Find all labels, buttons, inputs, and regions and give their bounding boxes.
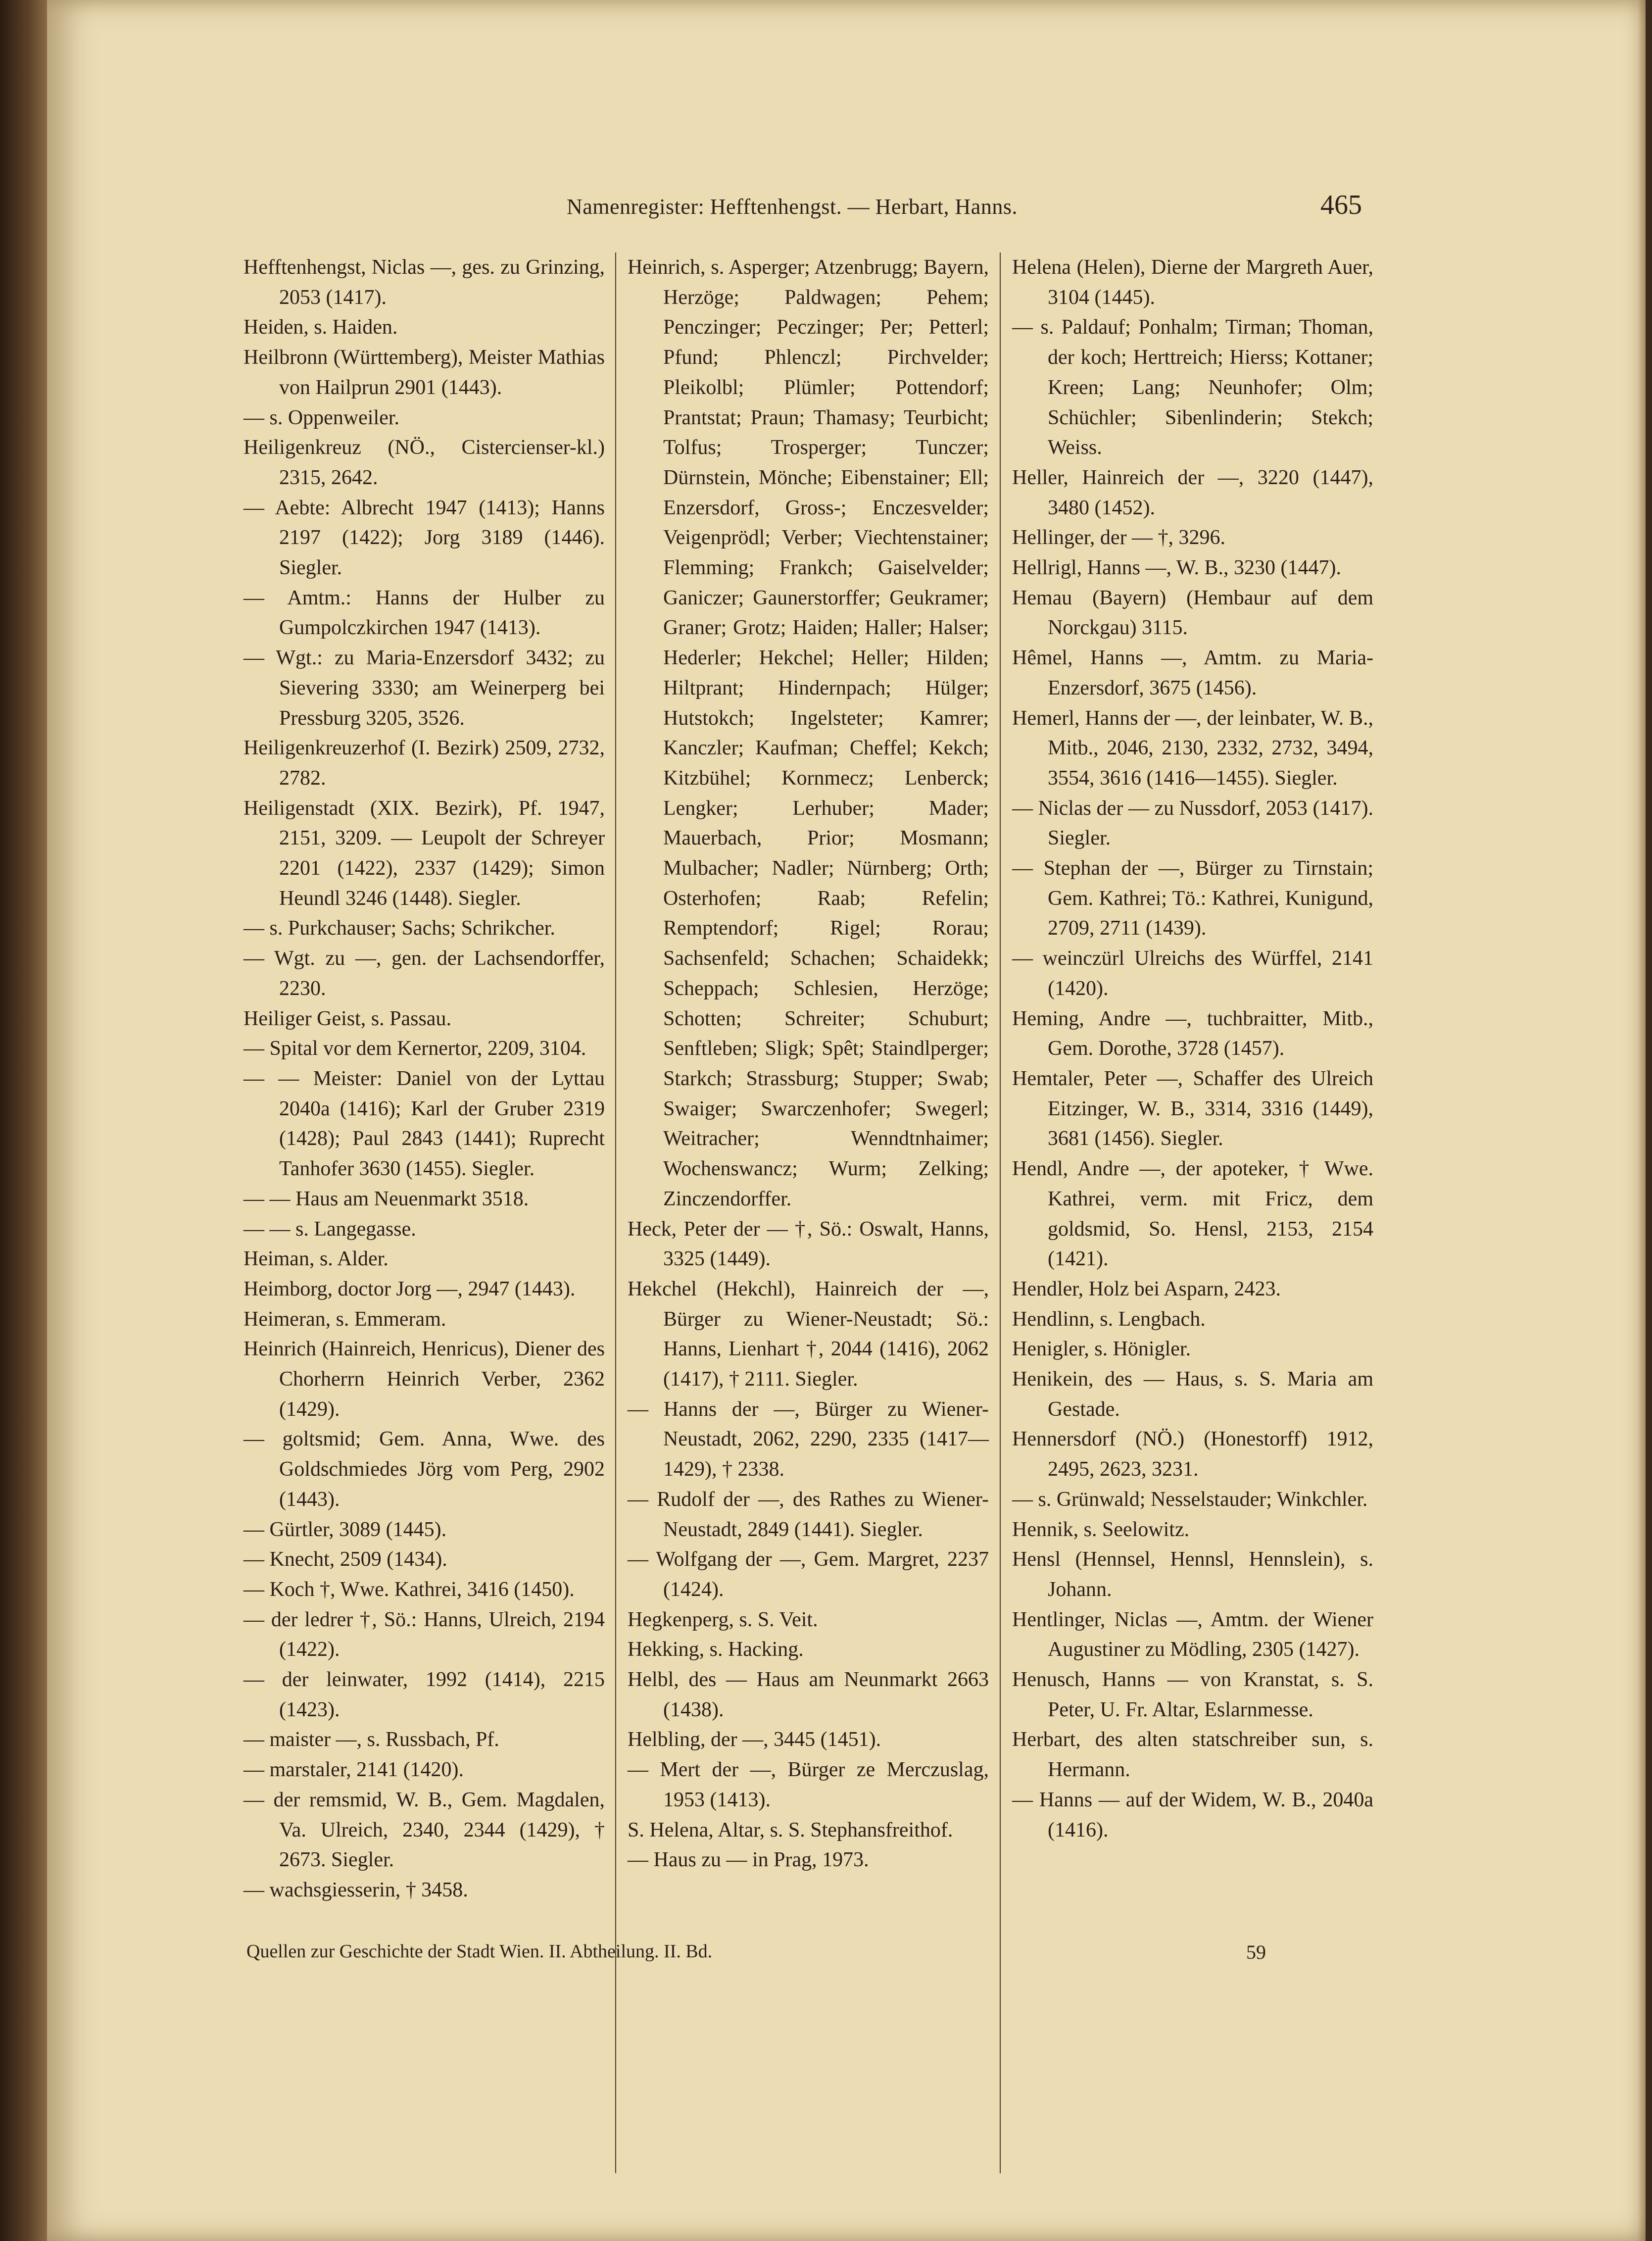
index-entry: Herbart, des alten statschreiber sun, s. Hermann.	[1012, 1728, 1373, 1782]
index-entry: Helbl, des — Haus am Neunmarkt 2663 (1438).	[628, 1668, 989, 1721]
index-entry: Heiliger Geist, s. Passau.	[243, 1007, 451, 1030]
index-entry: Helbling, der —, 3445 (1451).	[628, 1728, 881, 1751]
index-entry: Hendlinn, s. Lengbach.	[1012, 1307, 1206, 1331]
index-entry: Heiligenstadt (XIX. Bezirk), Pf. 1947, 2151, 3209. — Leupolt der Schreyer 2201 (1422), 2337 (1429); Simon Heundl 3246 (1448). Siegler.	[243, 797, 605, 910]
index-entry: — der remsmid, W. B., Gem. Magdalen, Va. Ulreich, 2340, 2344 (1429), † 2673. Siegler.	[243, 1788, 605, 1872]
index-entry: — — Meister: Daniel von der Lyttau 2040a (1416); Karl der Gruber 2319 (1428); Paul 2843 (1441); Ruprecht Tanhofer 3630 (1455). Siegler.	[243, 1067, 605, 1181]
index-entry: — Aebte: Albrecht 1947 (1413); Hanns 2197 (1422); Jorg 3189 (1446). Siegler.	[243, 496, 605, 580]
index-entry: — s. Purkchauser; Sachs; Schrikcher.	[243, 917, 555, 940]
index-entry: Hendl, Andre —, der apoteker, † Wwe. Kathrei, verm. mit Fricz, dem goldsmid, So. Hensl, 2153, 2154 (1421).	[1012, 1157, 1373, 1271]
index-entry: — s. Grünwald; Nesselstauder; Winkchler.	[1012, 1488, 1368, 1511]
sheet-signature: 59	[1246, 1941, 1266, 1963]
index-entry: Hellinger, der — †, 3296.	[1012, 526, 1226, 549]
index-entry: S. Helena, Altar, s. S. Stephansfreithof.	[628, 1818, 953, 1842]
index-entry: Heck, Peter der — †, Sö.: Oswalt, Hanns, 3325 (1449).	[628, 1217, 989, 1271]
index-entry: — — Haus am Neuenmarkt 3518.	[243, 1187, 529, 1210]
index-entry: Hemerl, Hanns der —, der leinbater, W. B., Mitb., 2046, 2130, 2332, 2732, 3494, 3554, 3616 (1416—1455). Siegler.	[1012, 706, 1373, 790]
index-entry: Hentlinger, Niclas —, Amtm. der Wiener Augustiner zu Mödling, 2305 (1427).	[1012, 1608, 1373, 1661]
index-entry: Hegkenperg, s. S. Veit.	[628, 1608, 818, 1631]
index-entry: Hefftenhengst, Niclas —, ges. zu Grinzing, 2053 (1417).	[243, 256, 605, 309]
index-entry: Hêmel, Hanns —, Amtm. zu Maria-Enzersdorf, 3675 (1456).	[1012, 647, 1373, 699]
index-entry: — Hanns der —, Bürger zu Wiener-Neustadt, 2062, 2290, 2335 (1417—1429), † 2338.	[628, 1397, 989, 1481]
index-entry: Henusch, Hanns — von Kranstat, s. S. Peter, U. Fr. Altar, Eslarnmesse.	[1012, 1668, 1373, 1721]
index-entry: — Koch †, Wwe. Kathrei, 3416 (1450).	[243, 1578, 575, 1601]
index-entry: — Wolfgang der —, Gem. Margret, 2237 (1424).	[628, 1548, 989, 1601]
index-entry: Heilbronn (Württemberg), Meister Mathias von Hailprun 2901 (1443).	[243, 346, 605, 399]
index-entry: Hekking, s. Hacking.	[628, 1638, 804, 1661]
index-entry: Heimeran, s. Emmeram.	[243, 1307, 446, 1331]
index-entry: Heinrich (Hainreich, Henricus), Diener des Chorherrn Heinrich Verber, 2362 (1429).	[243, 1338, 605, 1421]
index-entry: — Amtm.: Hanns der Hulber zu Gumpolczkirchen 1947 (1413).	[243, 586, 605, 640]
index-entry: Heimborg, doctor Jorg —, 2947 (1443).	[243, 1277, 576, 1300]
index-entry: — wachsgiesserin, † 3458.	[243, 1878, 468, 1901]
index-entry: — maister —, s. Russbach, Pf.	[243, 1728, 499, 1751]
index-entry: — Wgt.: zu Maria-Enzersdorf 3432; zu Sievering 3330; am Weinerperg bei Pressburg 3205, 3526.	[243, 647, 605, 730]
index-entry: Helena (Helen), Dierne der Margreth Auer, 3104 (1445).	[1012, 256, 1373, 309]
index-entry: — Rudolf der —, des Rathes zu Wiener-Neustadt, 2849 (1441). Siegler.	[628, 1488, 989, 1541]
index-entry: — Mert der —, Bürger ze Merczuslag, 1953 (1413).	[628, 1758, 989, 1811]
index-entry: Hennik, s. Seelowitz.	[1012, 1518, 1190, 1541]
index-entry: Hemau (Bayern) (Hembaur auf dem Norckgau) 3115.	[1012, 586, 1373, 640]
footer-source: Quellen zur Geschichte der Stadt Wien. II. Abtheilung. II. Bd.	[246, 1941, 713, 1962]
index-entry: Heller, Hainreich der —, 3220 (1447), 3480 (1452).	[1012, 466, 1373, 519]
index-entry: — Hanns — auf der Widem, W. B., 2040a (1416).	[1012, 1788, 1373, 1842]
index-entry: — Stephan der —, Bürger zu Tirnstain; Gem. Kathrei; Tö.: Kathrei, Kunigund, 2709, 2711 (1439).	[1012, 857, 1373, 940]
index-entry: Hennersdorf (NÖ.) (Honestorff) 1912, 2495, 2623, 3231.	[1012, 1428, 1373, 1481]
index-entry: Heiman, s. Alder.	[243, 1247, 389, 1271]
index-entry: Heming, Andre —, tuchbraitter, Mitb., Gem. Dorothe, 3728 (1457).	[1012, 1007, 1373, 1060]
index-entry: — — s. Langegasse.	[243, 1217, 416, 1241]
index-entry: — Knecht, 2509 (1434).	[243, 1548, 447, 1571]
index-entry: Hemtaler, Peter —, Schaffer des Ulreich Eitzinger, W. B., 3314, 3316 (1449), 3681 (1456). Siegler.	[1012, 1067, 1373, 1150]
index-entry: — s. Paldauf; Ponhalm; Tirman; Thoman, der koch; Herttreich; Hierss; Kottaner; Kreen; Lang; Neunhofer; Olm; Schüchler; Sibenlinderin; Stekch; Weiss.	[1012, 316, 1373, 459]
index-column-3	[1012, 252, 1373, 1845]
index-entry: — Niclas der — zu Nussdorf, 2053 (1417). Siegler.	[1012, 797, 1373, 850]
index-entry: — der ledrer †, Sö.: Hanns, Ulreich, 2194 (1422).	[243, 1608, 605, 1661]
column-rule-2	[1000, 252, 1001, 2173]
index-entry: Heiligenkreuz (NÖ., Cistercienser-kl.) 2315, 2642.	[243, 436, 605, 489]
index-entry: Hellrigl, Hanns —, W. B., 3230 (1447).	[1012, 556, 1341, 580]
index-entry: — goltsmid; Gem. Anna, Wwe. des Goldschmiedes Jörg vom Perg, 2902 (1443).	[243, 1428, 605, 1511]
index-entry: Hensl (Hennsel, Hennsl, Hennslein), s. Johann.	[1012, 1548, 1373, 1601]
index-entry: Heinrich, s. Asperger; Atzenbrugg; Bayern, Herzöge; Paldwagen; Pehem; Penczinger; Peczinger; Per; Petterl; Pfund; Phlenczl; Pirchvelder; Pleikolbl; Plümler; Pottendorf; Prantstat; Praun; Thamasy; Teurbicht; Tolfus; Trosperger; Tunczer; Dürnstein, Mönche; Eibenstainer; Ell; Enzersdorf, Gross-; Enczesvelder; Veigenprödl; Verber; Viechtenstainer; Flemming; Frankch; Gaiselvelder; Ganiczer; Gaunerstorffer; Geukramer; Graner; Grotz; Haiden; Haller; Halser; Hederler; Hekchel; Heller; Hilden; Hiltprant; Hindernpach; Hülger; Hutstokch; Ingelsteter; Kamrer; Kanczler; Kaufman; Cheffel; Kekch; Kitzbühel; Kornmecz; Lenberck; Lengker; Lerhuber; Mader; Mauerbach, Prior; Mosmann; Mulbacher; Nadler; Nürnberg; Orth; Osterhofen; Raab; Refelin; Remptendorf; Rigel; Rorau; Sachsenfeld; Schachen; Schaidekk; Scheppach; Schlesien, Herzöge; Schotten; Schreiter; Schuburt; Senftleben; Sligk; Spêt; Staindlperger; Starkch; Strassburg; Stupper; Swab; Swaiger; Swarczenhofer; Swegerl; Weitracher; Wenndtnhaimer; Wochenswancz; Wurm; Zelking; Zinczendorffer.	[628, 256, 989, 1210]
index-entry: — Haus zu — in Prag, 1973.	[628, 1848, 869, 1872]
page-number: 465	[1320, 190, 1362, 220]
index-entry: — s. Oppenweiler.	[243, 406, 399, 429]
index-entry: Henikein, des — Haus, s. S. Maria am Gestade.	[1012, 1368, 1373, 1421]
index-entry: — der leinwater, 1992 (1414), 2215 (1423).	[243, 1668, 605, 1721]
index-entry: Henigler, s. Hönigler.	[1012, 1338, 1191, 1361]
index-entry: — marstaler, 2141 (1420).	[243, 1758, 464, 1782]
index-column-2	[628, 252, 989, 1875]
index-entry: — Gürtler, 3089 (1445).	[243, 1518, 447, 1541]
page-edge-shadow	[1638, 0, 1646, 2241]
index-entry: — Spital vor dem Kernertor, 2209, 3104.	[243, 1037, 586, 1060]
index-entry: — Wgt. zu —, gen. der Lachsendorffer, 2230.	[243, 947, 605, 1000]
running-header: Namenregister: Hefftenhengst. — Herbart, Hanns.	[567, 195, 1018, 219]
index-entry: Hekchel (Hekchl), Hainreich der —, Bürger zu Wiener-Neustadt; Sö.: Hanns, Lienhart †, 2044 (1416), 2062 (1417), † 2111. Siegler.	[628, 1277, 989, 1391]
column-rule-1	[615, 252, 616, 2173]
book-spine	[0, 0, 47, 2241]
index-entry: Heiligenkreuzerhof (I. Bezirk) 2509, 2732, 2782.	[243, 737, 605, 790]
index-entry: Hendler, Holz bei Asparn, 2423.	[1012, 1277, 1281, 1300]
index-entry: — weinczürl Ulreichs des Würffel, 2141 (1420).	[1012, 947, 1373, 1000]
index-entry: Heiden, s. Haiden.	[243, 316, 398, 339]
index-column-1	[243, 252, 605, 1905]
